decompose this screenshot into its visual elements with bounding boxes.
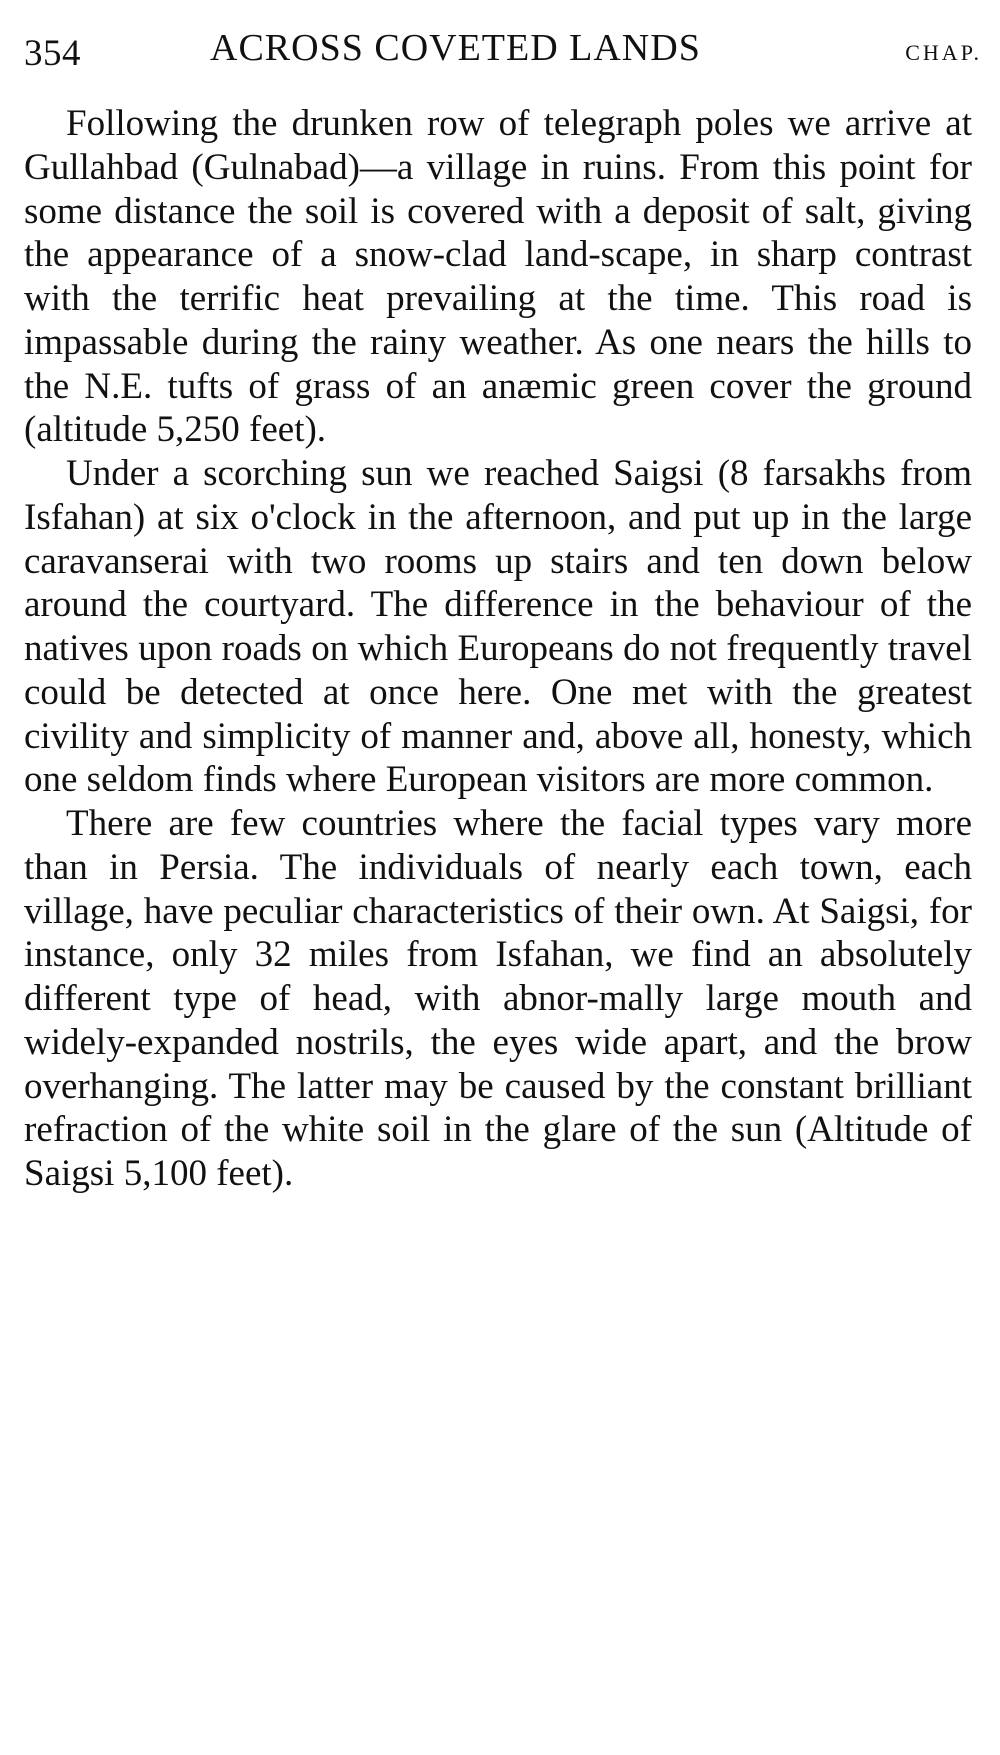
chapter-label: CHAP. [905, 40, 982, 65]
paragraph: Under a scorching sun we reached Saigsi (8 farsakhs from Isfahan) at six o'clock in the afternoon, and put up in the large caravanserai with two rooms up stairs and ten down below around the courtyard. The difference in the behaviour of the natives upon roads on which Europeans do not frequently travel could be detected at once here. One met with the greatest civility and simplicity of manner and, above all, honesty, which one seldom finds where European visitors are more common. [24, 453, 972, 801]
paragraph: There are few countries where the facial types vary more than in Persia. The individuals of nearly each town, each village, have peculiar characteristics of their own. At Saigsi, for instance, only 32 miles from Isfahan, we find an absolutely different type of head, with abnor-mally large mouth and widely-expanded nostrils, the eyes wide apart, and the brow overhanging. The latter may be caused by the constant brilliant refraction of the white soil in the glare of the sun (Altitude of Saigsi 5,100 feet). [24, 803, 972, 1194]
paragraph: Following the drunken row of telegraph poles we arrive at Gullahbad (Gulnabad)—a village in ruins. From this point for some distance the soil is covered with a deposit of salt, giving the appearance of a snow-clad land-scape, in sharp contrast with the terrific heat prevailing at the time. This road is impassable during the rainy weather. As one nears the hills to the N.E. tufts of grass of an anæmic green cover the ground (altitude 5,250 feet). [24, 103, 972, 451]
running-head [24, 18, 984, 74]
page-number: 354 [24, 33, 81, 74]
book-title: ACROSS COVETED LANDS [210, 27, 701, 69]
body-text [24, 102, 972, 1196]
